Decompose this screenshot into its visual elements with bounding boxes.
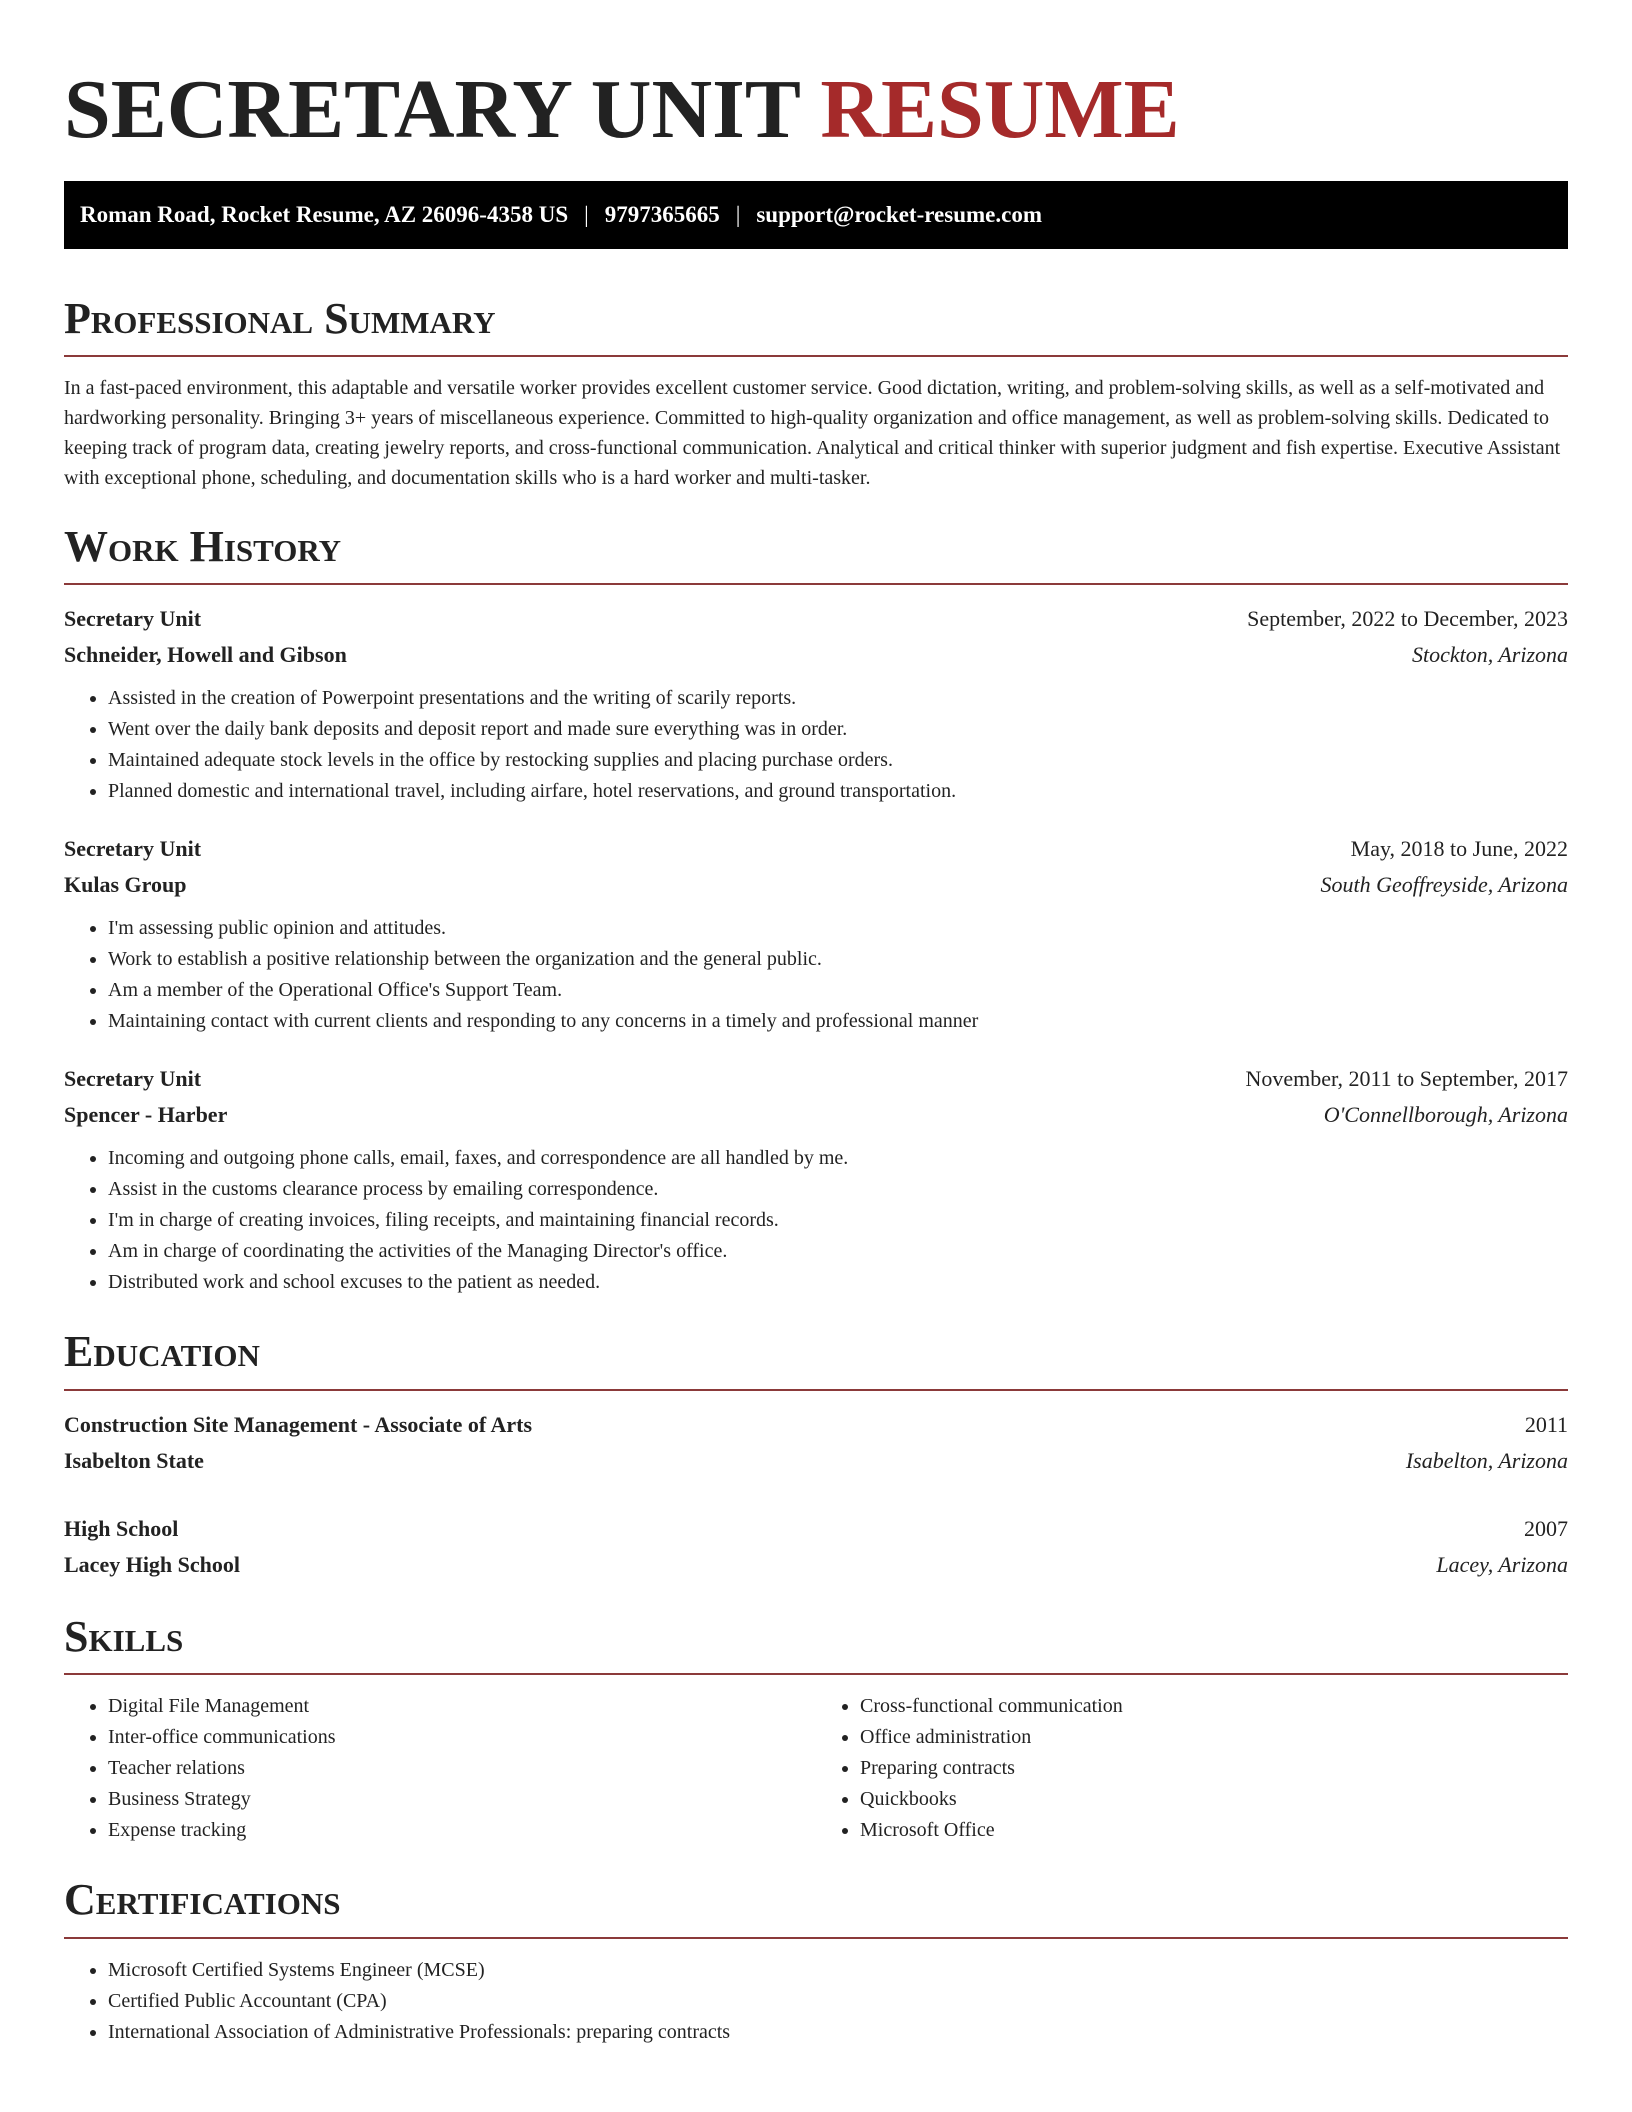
title-main: SECRETARY UNIT bbox=[64, 63, 821, 156]
job-bullets bbox=[64, 913, 1568, 1037]
job-location: South Geoffreyside, Arizona bbox=[1320, 872, 1568, 898]
education-section bbox=[64, 1328, 1568, 1582]
job-title: Secretary Unit bbox=[64, 1066, 202, 1092]
work-history-section bbox=[64, 523, 1568, 1298]
skill-item: • Cross-functional communication bbox=[860, 1691, 1568, 1722]
job-bullet: • Assisted in the creation of Powerpoint presentations and the writing of scarily reports. bbox=[108, 683, 1568, 714]
job-company: Spencer - Harber bbox=[64, 1102, 228, 1128]
section-heading: Certifications bbox=[64, 1875, 341, 1925]
job-bullet: • I'm in charge of creating invoices, filing receipts, and maintaining financial records. bbox=[108, 1205, 1568, 1236]
edu-location: Lacey, Arizona bbox=[1436, 1551, 1568, 1577]
section-divider bbox=[64, 1937, 1568, 1939]
edu-school: Isabelton State bbox=[64, 1447, 204, 1473]
contact-separator: | bbox=[584, 201, 589, 227]
certification-item: • Certified Public Accountant (CPA) bbox=[108, 1986, 1568, 2017]
skills-section bbox=[64, 1613, 1568, 1846]
skills-column-right bbox=[816, 1691, 1568, 1846]
section-heading: Skills bbox=[64, 1611, 184, 1661]
job-bullet: • Distributed work and school excuses to the patient as needed. bbox=[108, 1267, 1568, 1298]
section-heading: Work History bbox=[64, 521, 342, 571]
skill-item: • Preparing contracts bbox=[860, 1753, 1568, 1784]
resume-title bbox=[64, 62, 1568, 159]
job-bullet: • Assist in the customs clearance process by emailing correspondence. bbox=[108, 1174, 1568, 1205]
job-location: O'Connellborough, Arizona bbox=[1323, 1102, 1568, 1128]
edu-degree: High School bbox=[64, 1515, 179, 1541]
job-bullets bbox=[64, 683, 1568, 807]
edu-year: 2011 bbox=[1524, 1411, 1568, 1437]
contact-email: support@rocket-resume.com bbox=[756, 201, 1042, 227]
job-bullet: • Incoming and outgoing phone calls, email, faxes, and correspondence are all handled by me. bbox=[108, 1143, 1568, 1174]
skill-item: • Inter-office communications bbox=[108, 1722, 816, 1753]
education-entry bbox=[64, 1407, 1568, 1479]
skill-item: • Office administration bbox=[860, 1722, 1568, 1753]
job-bullet: • Work to establish a positive relationship between the organization and the general public. bbox=[108, 944, 1568, 975]
section-heading: Education bbox=[64, 1327, 260, 1377]
job-title: Secretary Unit bbox=[64, 836, 202, 862]
job-bullet: • Planned domestic and international travel, including airfare, hotel reservations, and ground transportation. bbox=[108, 776, 1568, 807]
skills-column-left bbox=[64, 1691, 816, 1846]
section-divider bbox=[64, 1673, 1568, 1675]
edu-year: 2007 bbox=[1524, 1515, 1568, 1541]
section-divider bbox=[64, 1389, 1568, 1391]
job-dates: November, 2011 to September, 2017 bbox=[1245, 1066, 1568, 1092]
edu-degree: Construction Site Management - Associate of Arts bbox=[64, 1411, 533, 1437]
job-location: Stockton, Arizona bbox=[1411, 642, 1568, 668]
job-bullet: • Maintaining contact with current clients and responding to any concerns in a timely and professional manner bbox=[108, 1006, 1568, 1037]
contact-bar bbox=[64, 181, 1568, 249]
edu-location: Isabelton, Arizona bbox=[1405, 1447, 1568, 1473]
section-divider bbox=[64, 355, 1568, 357]
job-bullet: • Am in charge of coordinating the activities of the Managing Director's office. bbox=[108, 1236, 1568, 1267]
skills-grid bbox=[64, 1691, 1568, 1846]
contact-separator: | bbox=[735, 201, 741, 227]
certification-item: • International Association of Administrative Professionals: preparing contracts bbox=[108, 2017, 1568, 2048]
section-divider bbox=[64, 583, 1568, 585]
skill-item: • Microsoft Office bbox=[860, 1815, 1568, 1846]
education-entry bbox=[64, 1511, 1568, 1583]
summary-text: In a fast-paced environment, this adaptable and versatile worker provides excellent customer service. Good dictation, writing, and problem-solving skills, as well as a self-motivated and hardworking personality. Bringing 3+ years of miscellaneous experience. Committed to high-quality organization and office management, as well as problem-solving skills. Dedicated to keeping track of program data, creating jewelry reports, and cross-functional communication. Analytical and critical thinker with superior judgment and fish expertise. Executive Assistant with exceptional phone, scheduling, and documentation skills who is a hard worker and multi-tasker. bbox=[64, 376, 1561, 489]
title-accent: RESUME bbox=[820, 63, 1180, 156]
skill-item: • Business Strategy bbox=[108, 1784, 816, 1815]
skill-item: • Expense tracking bbox=[108, 1815, 816, 1846]
job-bullets bbox=[64, 1143, 1568, 1298]
contact-address: Roman Road, Rocket Resume, AZ 26096-4358 US bbox=[80, 201, 569, 227]
job-bullet: • Am a member of the Operational Office's Support Team. bbox=[108, 975, 1568, 1006]
section-heading: Professional Summary bbox=[64, 293, 496, 343]
job-company: Kulas Group bbox=[64, 872, 187, 898]
job-bullet: • Went over the daily bank deposits and deposit report and made sure everything was in order. bbox=[108, 714, 1568, 745]
job-entry bbox=[64, 601, 1568, 807]
certification-item: • Microsoft Certified Systems Engineer (MCSE) bbox=[108, 1955, 1568, 1986]
job-company: Schneider, Howell and Gibson bbox=[64, 642, 347, 668]
summary-section bbox=[64, 295, 1568, 493]
job-dates: September, 2022 to December, 2023 bbox=[1247, 606, 1568, 632]
skill-item: • Teacher relations bbox=[108, 1753, 816, 1784]
skill-item: • Digital File Management bbox=[108, 1691, 816, 1722]
certifications-section bbox=[64, 1876, 1568, 2047]
job-dates: May, 2018 to June, 2022 bbox=[1350, 836, 1568, 862]
edu-school: Lacey High School bbox=[64, 1551, 241, 1577]
job-title: Secretary Unit bbox=[64, 606, 202, 632]
contact-phone: 9797365665 bbox=[604, 201, 720, 227]
job-entry bbox=[64, 1061, 1568, 1298]
job-entry bbox=[64, 831, 1568, 1037]
skill-item: • Quickbooks bbox=[860, 1784, 1568, 1815]
job-bullet: • I'm assessing public opinion and attitudes. bbox=[108, 913, 1568, 944]
job-bullet: • Maintained adequate stock levels in the office by restocking supplies and placing purchase orders. bbox=[108, 745, 1568, 776]
certification-list bbox=[64, 1955, 1568, 2048]
